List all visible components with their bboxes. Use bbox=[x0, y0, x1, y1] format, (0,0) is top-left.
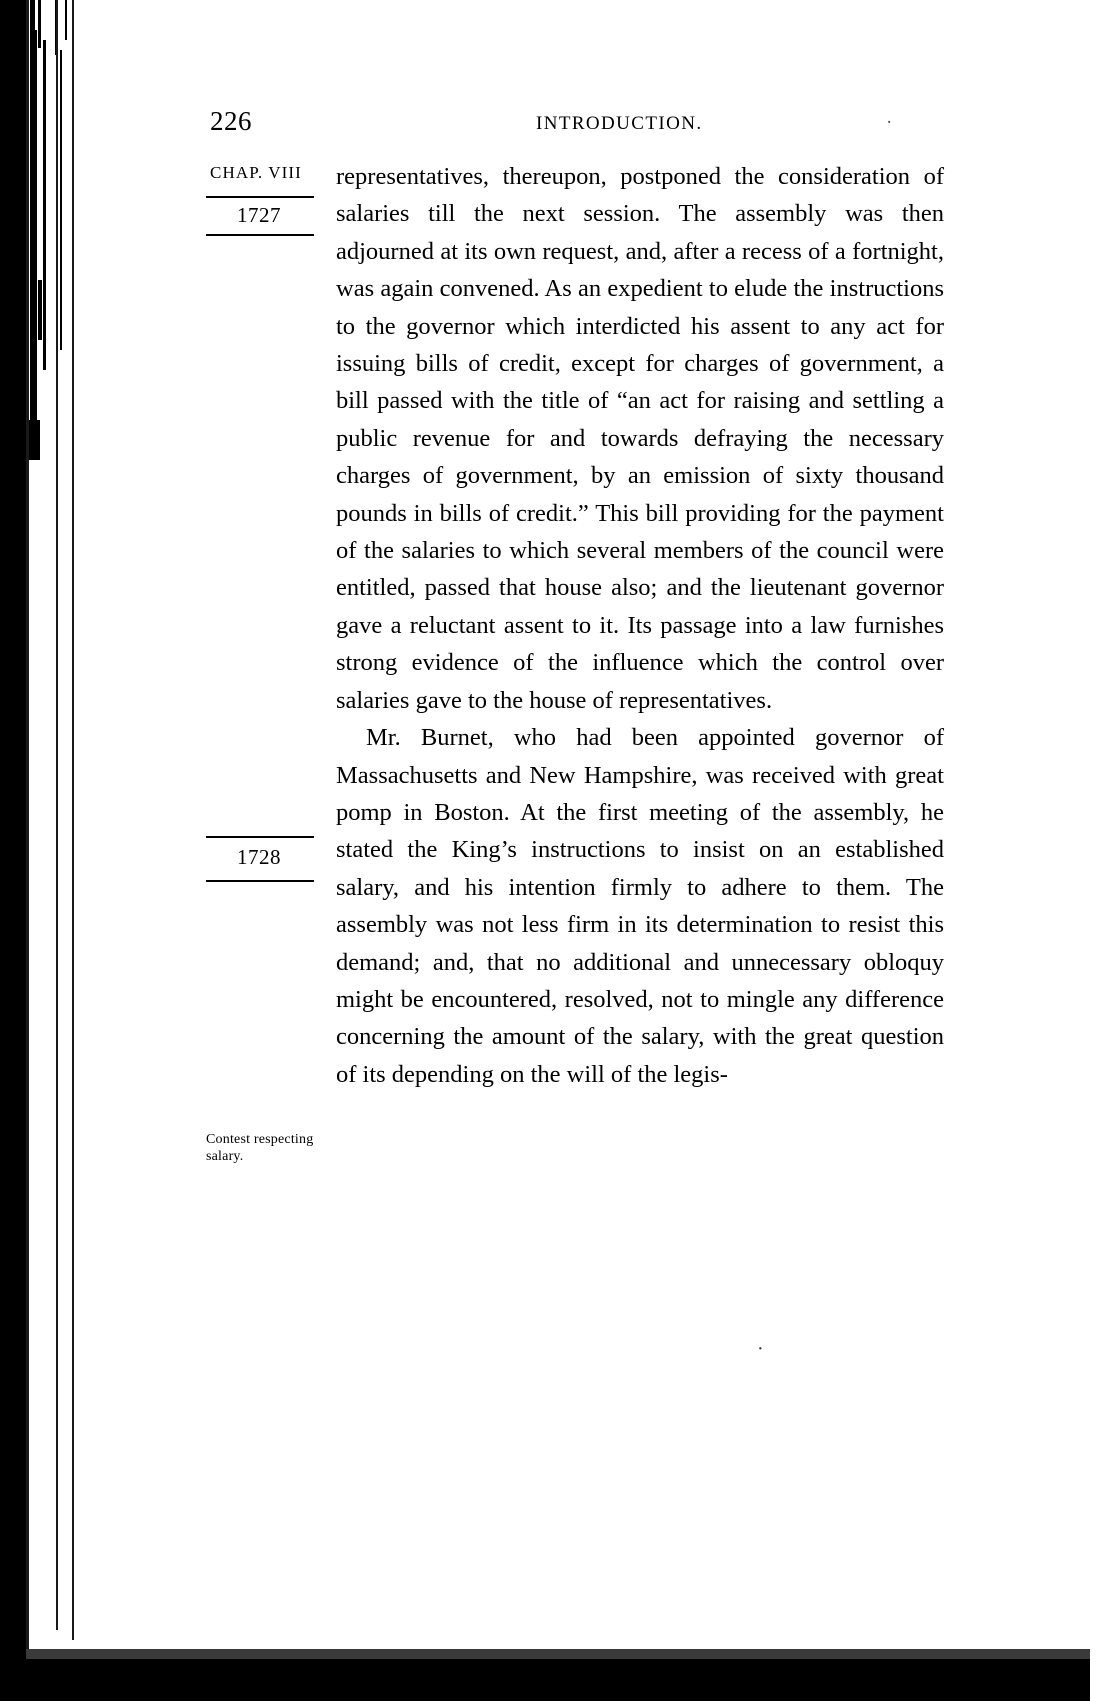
chapter-label: CHAP. VIII bbox=[210, 163, 302, 182]
scan-streak bbox=[38, 0, 41, 48]
margin-rule bbox=[206, 836, 314, 838]
page-right-margin bbox=[1090, 0, 1096, 1701]
scan-bottom-edge bbox=[26, 1649, 1096, 1659]
margin-rule bbox=[206, 196, 314, 198]
scan-gutter-shadow bbox=[0, 0, 26, 1660]
margin-rule bbox=[206, 880, 314, 882]
scan-streak bbox=[43, 40, 46, 370]
margin-side-note: Contest respecting salary. bbox=[206, 1132, 314, 1165]
scan-streak bbox=[65, 0, 67, 40]
running-head: INTRODUCTION. bbox=[536, 113, 703, 134]
scan-edge-line bbox=[72, 0, 74, 1640]
scan-streak bbox=[30, 30, 37, 450]
body-text-column bbox=[336, 158, 944, 1093]
footer-dot-mark: · bbox=[757, 1338, 764, 1360]
body-paragraph: representatives, thereupon, postponed the consideration of salaries till the next session. The assembly was then adjourned at its own request, and, after a recess of a fortnight, was again convened. As an expedient to elude the instructions to the governor which interdicted his assent to any act for issuing bills of credit, except for charges of government, a bill passed with the title of “an act for raising and settling a public revenue for and towards defraying the necessary charges of government, by an emission of sixty thousand pounds in bills of credit.” This bill providing for the payment of the salaries to which several members of the council were entitled, passed that house also; and the lieutenant governor gave a reluctant assent to it. Its passage into a law furnishes strong evidence of the influence which the control over salaries gave to the house of representatives. bbox=[336, 163, 944, 714]
page-number: 226 bbox=[210, 106, 252, 136]
scan-edge-line bbox=[56, 0, 58, 1630]
scan-streak bbox=[38, 280, 42, 340]
margin-rule bbox=[206, 234, 314, 236]
margin-year-1728: 1728 bbox=[237, 845, 281, 869]
scan-streak bbox=[28, 420, 40, 460]
scan-bottom-shadow bbox=[0, 1659, 1096, 1701]
margin-year-1727: 1727 bbox=[237, 203, 281, 227]
body-paragraph: Mr. Burnet, who had been appointed governor of Massachusetts and New Hampshire, was received with great pomp in Boston. At the first meeting of the assembly, he stated the King’s instructions to insist on an established salary, and his intention firmly to adhere to them. The assembly was not less firm in its determination to resist this demand; and, that no additional and unnecessary obloquy might be encountered, resolved, not to mingle any difference concerning the amount of the salary, with the great question of its depending on the will of the legis- bbox=[336, 724, 944, 1088]
scan-edge-line bbox=[26, 0, 29, 1655]
header-dot-mark: · bbox=[886, 112, 893, 133]
scan-streak bbox=[60, 50, 62, 350]
